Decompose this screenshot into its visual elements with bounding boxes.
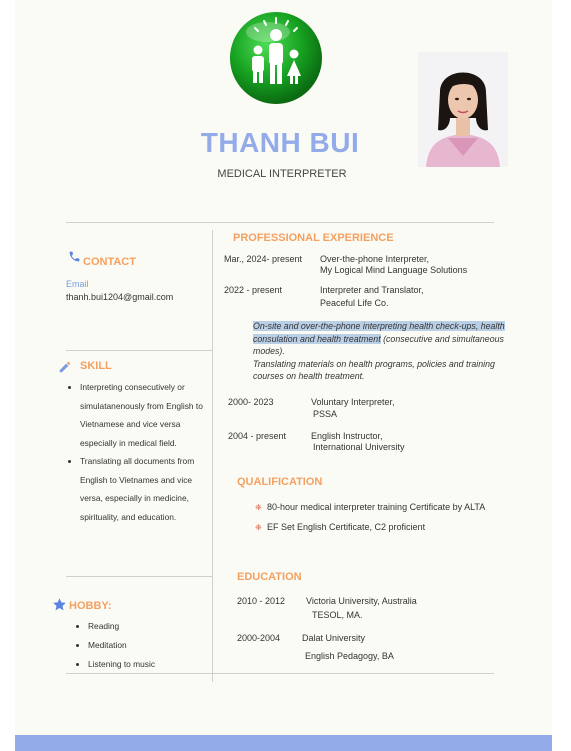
- candidate-name: THANH BUI: [200, 127, 360, 158]
- experience-role: Voluntary Interpreter,: [311, 397, 395, 407]
- education-date: 2000-2004: [237, 633, 281, 643]
- email-address[interactable]: thanh.bui1204@gmail.com: [66, 292, 174, 302]
- education-degree: TESOL, MA.: [312, 610, 363, 620]
- footer-bar: [15, 735, 552, 751]
- pin-icon: ❈: [255, 523, 262, 532]
- education-school: Dalat University: [302, 633, 366, 643]
- description-text: (consecutive and simultaneous modes).: [253, 333, 504, 356]
- experience-org: International University: [313, 442, 405, 452]
- experience-role: English Instructor,: [311, 431, 383, 441]
- education-degree: English Pedagogy, BA: [305, 651, 394, 661]
- education-school: Victoria University, Australia: [306, 596, 417, 606]
- pin-icon: ❈: [255, 503, 262, 512]
- qualification-text: 80-hour medical interpreter training Certificate by ALTA: [267, 502, 486, 512]
- profile-photo: [418, 52, 508, 167]
- experience-role: Interpreter and Translator,: [320, 285, 424, 295]
- hobby-heading: HOBBY:: [69, 600, 112, 612]
- phone-icon: [68, 250, 81, 263]
- education-heading: EDUCATION: [237, 571, 302, 583]
- education-date: 2010 - 2012: [237, 596, 286, 606]
- list-item: • Listening to music: [88, 655, 155, 674]
- skill-heading: SKILL: [80, 360, 112, 372]
- list-item: • Meditation: [88, 636, 155, 655]
- list-item: • Reading: [88, 617, 155, 636]
- experience-org: PSSA: [313, 409, 338, 419]
- experience-role: Over-the-phone Interpreter,: [320, 254, 430, 264]
- experience-description: [253, 320, 521, 383]
- description-text: Translating materials on health programs, policies and training courses on health treatment.: [253, 358, 495, 381]
- header-divider: [66, 222, 494, 223]
- candidate-title: MEDICAL INTERPRETER: [217, 168, 347, 180]
- experience-org: Peaceful Life Co.: [320, 298, 389, 308]
- qualification-item: [255, 522, 425, 532]
- skill-list: [70, 378, 215, 526]
- experience-date: 2004 - present: [228, 431, 287, 441]
- experience-date: Mar., 2024- present: [224, 254, 303, 264]
- contact-divider: [66, 350, 212, 351]
- skill-divider: [66, 576, 212, 577]
- list-item: • Translating all documents from English to Vietnames and vice versa, especially in medicine, spirituality, and education.: [80, 452, 215, 526]
- email-label: Email: [66, 279, 89, 289]
- experience-heading: PROFESSIONAL EXPERIENCE: [233, 232, 394, 244]
- experience-date: 2000- 2023: [228, 397, 274, 407]
- highlighted-text: On-site and over-the-phone interpreting health check-ups, health consulation and health treatment: [253, 321, 505, 344]
- experience-date: 2022 - present: [224, 285, 283, 295]
- list-item: • Interpreting consecutively or simulatanenously from English to Vietnamese and vice versa especially in medical field.: [80, 378, 215, 452]
- qualification-item: [255, 502, 485, 512]
- qualification-heading: QUALIFICATION: [237, 476, 323, 488]
- star-icon: [52, 597, 67, 612]
- qualification-text: EF Set English Certificate, C2 proficient: [267, 522, 426, 532]
- experience-org: My Logical Mind Language Solutions: [320, 265, 468, 275]
- contact-heading: CONTACT: [83, 256, 136, 268]
- family-health-logo: [228, 10, 324, 106]
- hobby-list: [78, 617, 155, 674]
- pencil-icon: [58, 360, 72, 374]
